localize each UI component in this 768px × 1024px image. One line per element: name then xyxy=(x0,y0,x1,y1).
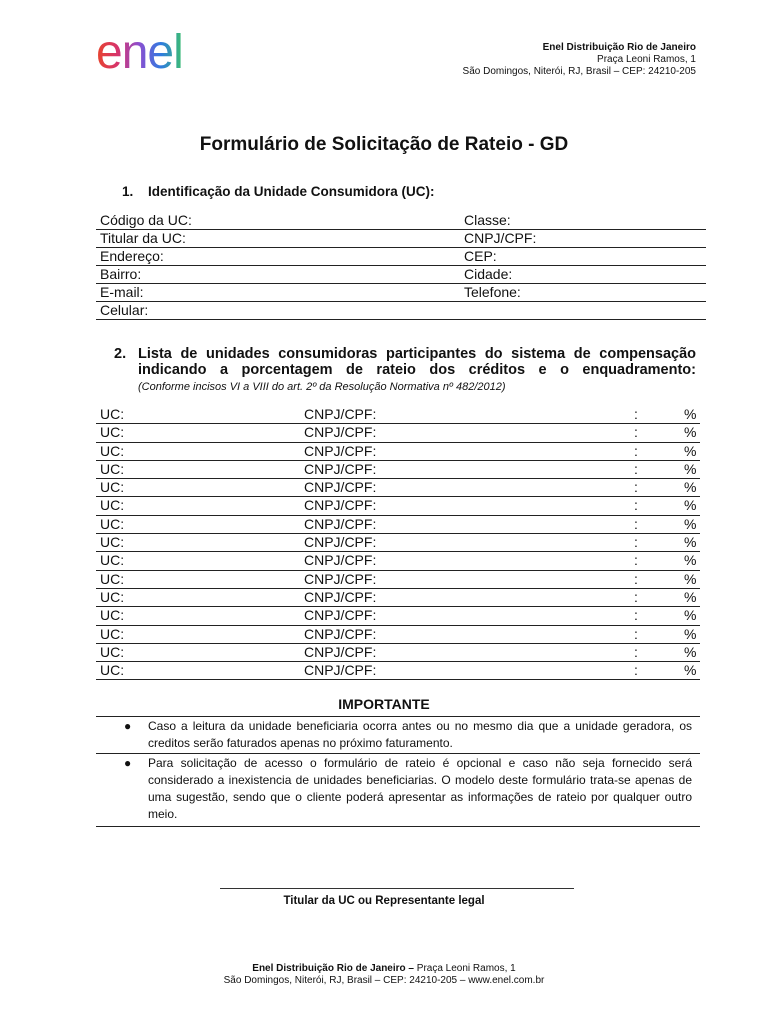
bullet-icon: ● xyxy=(124,719,132,733)
participant-row[interactable] xyxy=(96,516,700,534)
participant-row[interactable] xyxy=(96,571,700,589)
participant-uc-label: UC: xyxy=(100,643,125,660)
participant-row[interactable] xyxy=(96,424,700,442)
page-footer xyxy=(0,963,768,987)
participant-colon-label: : xyxy=(634,442,638,459)
participant-row[interactable] xyxy=(96,644,700,662)
participant-colon-label: : xyxy=(634,460,638,477)
participant-uc-label: UC: xyxy=(100,588,125,605)
company-address-line2: São Domingos, Niterói, RJ, Brasil – CEP: 24210-205 xyxy=(462,66,696,77)
participant-pct-label: % xyxy=(684,442,697,459)
section1-heading-text: Identificação da Unidade Consumidora (UC): xyxy=(148,184,435,199)
participant-cnpj-label: CNPJ/CPF: xyxy=(304,442,377,459)
participant-pct-label: % xyxy=(684,479,697,496)
section2-heading-line2: indicando a porcentagem de rateio dos créditos e o enquadramento: xyxy=(138,362,696,378)
participant-cnpj-label: CNPJ/CPF: xyxy=(304,643,377,660)
important-item xyxy=(96,754,700,827)
uc-row[interactable] xyxy=(96,302,706,320)
participant-cnpj-label: CNPJ/CPF: xyxy=(304,424,377,441)
participant-uc-label: UC: xyxy=(100,442,125,459)
participant-cnpj-label: CNPJ/CPF: xyxy=(304,406,377,422)
participant-uc-label: UC: xyxy=(100,497,125,514)
participant-row[interactable] xyxy=(96,479,700,497)
section2-heading-line1: Lista de unidades consumidoras participantes do sistema de compensação xyxy=(138,346,696,362)
uc-field-label: Endereço: xyxy=(100,248,164,264)
participant-pct-label: % xyxy=(684,460,697,477)
uc-field-label: Bairro: xyxy=(100,266,142,282)
participant-colon-label: : xyxy=(634,570,638,587)
participant-cnpj-label: CNPJ/CPF: xyxy=(304,662,377,679)
participant-colon-label: : xyxy=(634,515,638,532)
participant-colon-label: : xyxy=(634,607,638,624)
participant-cnpj-label: CNPJ/CPF: xyxy=(304,588,377,605)
participant-row[interactable] xyxy=(96,607,700,625)
uc-field-label: Código da UC: xyxy=(100,212,192,228)
participant-colon-label: : xyxy=(634,424,638,441)
important-item xyxy=(96,717,700,754)
participant-row[interactable] xyxy=(96,534,700,552)
company-header xyxy=(463,42,696,78)
participant-row[interactable] xyxy=(96,443,700,461)
participant-row[interactable] xyxy=(96,662,700,680)
uc-field-label: CNPJ/CPF: xyxy=(464,230,537,246)
participant-cnpj-label: CNPJ/CPF: xyxy=(304,515,377,532)
uc-row[interactable] xyxy=(96,266,706,284)
participant-colon-label: : xyxy=(634,662,638,679)
participant-uc-label: UC: xyxy=(100,515,125,532)
uc-row[interactable] xyxy=(96,284,706,302)
participant-cnpj-label: CNPJ/CPF: xyxy=(304,534,377,551)
participant-row[interactable] xyxy=(96,552,700,570)
important-item-text: Para solicitação de acesso o formulário de rateio é opcional e caso não seja fornecido será considerado a inexistencia de unidades beneficiarias. O modelo deste formulário trata-se apenas de uma sugestão, sendo que o cliente poderá apresentar as informações de rateio por qualquer outro meio. xyxy=(148,756,692,821)
section1-number: 1. xyxy=(122,184,134,199)
participant-row[interactable] xyxy=(96,497,700,515)
page-title: Formulário de Solicitação de Rateio - GD xyxy=(199,134,569,155)
uc-field-label: Celular: xyxy=(100,302,149,318)
participant-pct-label: % xyxy=(684,552,697,569)
section2-heading xyxy=(114,346,696,378)
participant-cnpj-label: CNPJ/CPF: xyxy=(304,497,377,514)
footer-company: Enel Distribuição Rio de Janeiro – xyxy=(252,963,414,974)
signature-line[interactable] xyxy=(220,888,574,889)
participant-cnpj-label: CNPJ/CPF: xyxy=(304,479,377,496)
participant-pct-label: % xyxy=(684,625,697,642)
uc-field-label: Telefone: xyxy=(464,284,521,300)
uc-identification-table xyxy=(96,212,706,320)
participant-pct-label: % xyxy=(684,643,697,660)
participant-pct-label: % xyxy=(684,570,697,587)
section1-heading xyxy=(122,184,435,199)
participant-pct-label: % xyxy=(684,588,697,605)
uc-field-label: Titular da UC: xyxy=(100,230,186,246)
participant-uc-label: UC: xyxy=(100,479,125,496)
participant-row[interactable] xyxy=(96,589,700,607)
participant-pct-label: % xyxy=(684,515,697,532)
signature-label: Titular da UC ou Representante legal xyxy=(283,895,485,907)
uc-field-label: Classe: xyxy=(464,212,511,228)
participant-uc-label: UC: xyxy=(100,424,125,441)
participant-uc-label: UC: xyxy=(100,662,125,679)
participant-colon-label: : xyxy=(634,534,638,551)
participant-uc-label: UC: xyxy=(100,570,125,587)
company-name: Enel Distribuição Rio de Janeiro xyxy=(542,42,696,53)
participant-uc-label: UC: xyxy=(100,552,125,569)
participant-row[interactable] xyxy=(96,461,700,479)
participant-pct-label: % xyxy=(684,424,697,441)
uc-field-label: Cidade: xyxy=(464,266,513,282)
participant-cnpj-label: CNPJ/CPF: xyxy=(304,625,377,642)
participant-uc-label: UC: xyxy=(100,607,125,624)
bullet-icon: ● xyxy=(124,756,132,770)
participant-colon-label: : xyxy=(634,625,638,642)
uc-row[interactable] xyxy=(96,212,706,230)
footer-address1: Praça Leoni Ramos, 1 xyxy=(414,963,516,974)
participant-colon-label: : xyxy=(634,588,638,605)
participant-pct-label: % xyxy=(684,406,697,422)
participant-pct-label: % xyxy=(684,497,697,514)
participant-uc-label: UC: xyxy=(100,460,125,477)
enel-logo xyxy=(96,28,220,74)
participant-cnpj-label: CNPJ/CPF: xyxy=(304,460,377,477)
logo-wordmark: enel xyxy=(96,28,183,74)
section2-note: (Conforme incisos VI a VIII do art. 2º da Resolução Normativa nº 482/2012) xyxy=(138,381,506,393)
participant-colon-label: : xyxy=(634,406,638,422)
participant-pct-label: % xyxy=(684,662,697,679)
footer-address2: São Domingos, Niterói, RJ, Brasil – CEP: 24210-205 – www.enel.com.br xyxy=(223,975,545,986)
uc-row[interactable] xyxy=(96,248,706,266)
participant-colon-label: : xyxy=(634,479,638,496)
participant-cnpj-label: CNPJ/CPF: xyxy=(304,552,377,569)
participant-pct-label: % xyxy=(684,534,697,551)
participant-colon-label: : xyxy=(634,497,638,514)
participant-list xyxy=(96,406,700,680)
uc-row[interactable] xyxy=(96,230,706,248)
important-item-text: Caso a leitura da unidade beneficiaria ocorra antes ou no mesmo dia que a unidade geradora, os creditos serão faturados apenas no próximo faturamento. xyxy=(148,719,692,750)
participant-row[interactable] xyxy=(96,626,700,644)
section2-number: 2. xyxy=(114,346,127,362)
participant-colon-label: : xyxy=(634,643,638,660)
participant-cnpj-label: CNPJ/CPF: xyxy=(304,607,377,624)
participant-uc-label: UC: xyxy=(100,625,125,642)
participant-uc-label: UC: xyxy=(100,534,125,551)
participant-cnpj-label: CNPJ/CPF: xyxy=(304,570,377,587)
uc-field-label: E-mail: xyxy=(100,284,144,300)
important-box xyxy=(96,716,700,827)
participant-colon-label: : xyxy=(634,552,638,569)
important-title: IMPORTANTE xyxy=(338,696,430,712)
participant-uc-label: UC: xyxy=(100,406,125,422)
participant-pct-label: % xyxy=(684,607,697,624)
company-address-line1: Praça Leoni Ramos, 1 xyxy=(597,54,696,65)
participant-row[interactable] xyxy=(96,406,700,424)
uc-field-label: CEP: xyxy=(464,248,497,264)
